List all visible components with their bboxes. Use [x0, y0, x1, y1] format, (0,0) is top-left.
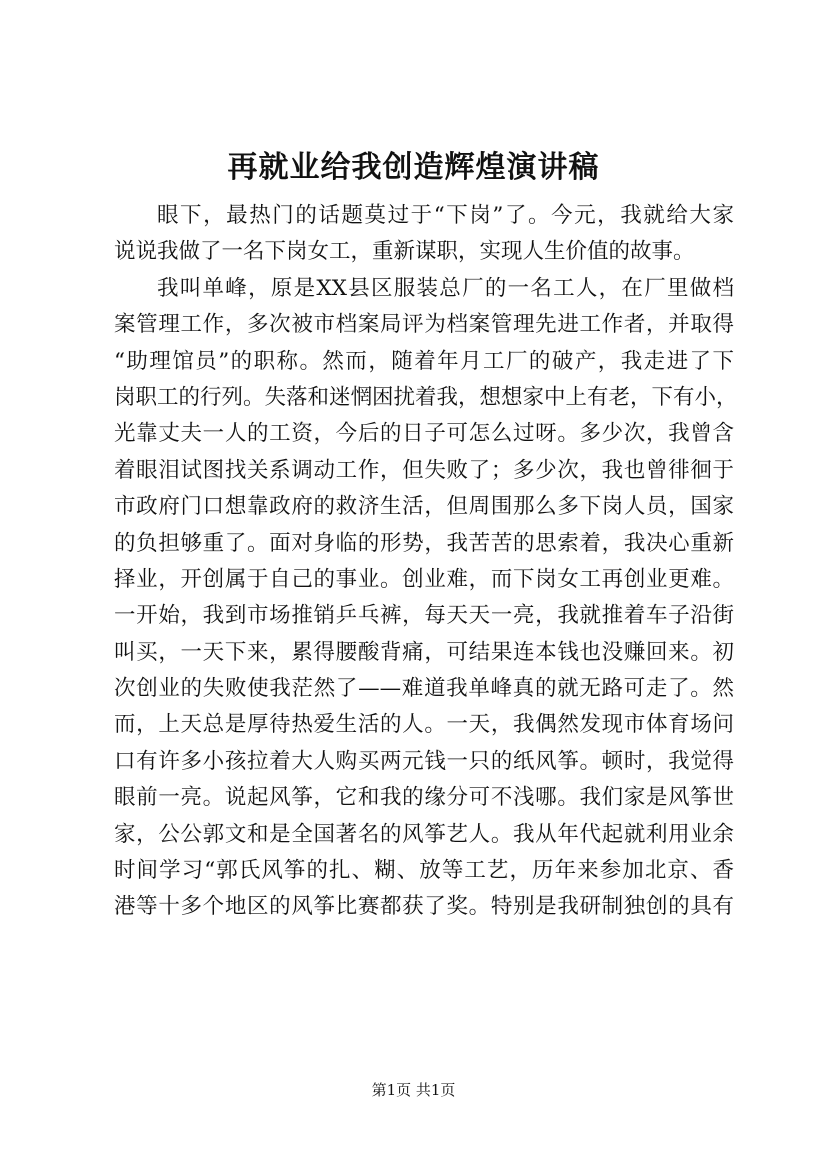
paragraph-line: 口有许多小孩拉着大人购买两元钱一只的纸风筝。顿时，我觉得: [114, 748, 734, 774]
paragraph-line: 眼下，最热门的话题莫过于“下岗”了。今元，我就给大家: [157, 203, 734, 228]
paragraph-line: 案管理工作，多次被市档案局评为档案管理先进工作者，并取得: [114, 312, 734, 338]
paragraph-line: 择业，开创属于自己的事业。创业难，而下岗女工再创业更难。: [114, 566, 734, 592]
document-title: 再就业给我创造辉煌演讲稿: [227, 150, 600, 185]
paragraph-line: 说说我做了一名下岗女工，重新谋职，实现人生价值的故事。: [114, 239, 695, 265]
paragraph-line: 次创业的失败使我茫然了——难道我单峰真的就无路可走了。然: [114, 676, 734, 702]
page-footer: 第1页 共1页: [371, 1081, 456, 1099]
paragraph-line: 家，公公郭文和是全国著名的风筝艺人。我从年代起就利用业余: [114, 821, 734, 847]
paragraph-line: 时间学习“郭氏风筝的扎、糊、放等工艺，历年来参加北京、香: [114, 858, 734, 884]
paragraph-line: 岗职工的行列。失落和迷惘困扰着我，想想家中上有老，下有小，: [114, 384, 738, 410]
paragraph-line: “助理馆员”的职称。然而，随着年月工厂的破产，我走进了下: [114, 348, 734, 374]
paragraph-line: 一开始，我到市场推销乒乓裤，每天天一亮，我就推着车子沿街: [114, 603, 734, 629]
paragraph-line: 叫买，一天下来，累得腰酸背痛，可结果连本钱也没赚回来。初: [114, 639, 734, 665]
document-body: [114, 198, 738, 926]
paragraph-line: 港等十多个地区的风筝比赛都获了奖。特别是我研制独创的具有: [114, 894, 734, 920]
paragraph-line: 的负担够重了。面对身临的形势，我苦苦的思索着，我决心重新: [114, 530, 734, 556]
paragraph-line: 而，上天总是厚待热爱生活的人。一天，我偶然发现市体育场问: [114, 712, 734, 738]
paragraph-line: 眼前一亮。说起风筝，它和我的缘分可不浅哪。我们家是风筝世: [114, 785, 734, 811]
paragraph-line: 市政府门口想靠政府的救济生活，但周围那么多下岗人员，国家: [114, 494, 734, 520]
paragraph-line: 我叫单峰，原是XX县区服装总厂的一名工人，在厂里做档: [157, 275, 734, 301]
paragraph-line: 着眼泪试图找关系调动工作，但失败了；多少次，我也曾徘徊于: [114, 457, 734, 483]
paragraph-line: 光靠丈夫一人的工资，今后的日子可怎么过呀。多少次，我曾含: [114, 421, 734, 447]
